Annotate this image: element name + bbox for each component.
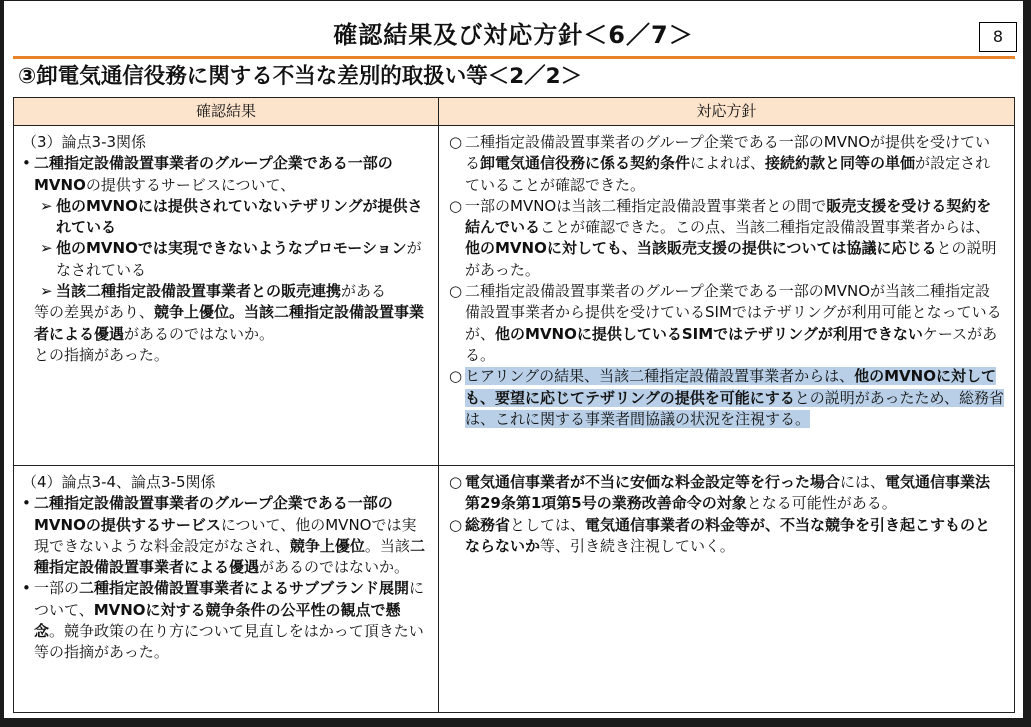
policy-item-6: ○ 総務省としては、電気通信事業者の料金等が、不当な競争を引き起こすものとならないか等、引き続き注視していく。: [449, 515, 991, 555]
column-header-results: 確認結果: [13, 97, 439, 126]
circle-bullet-icon: ○: [449, 473, 463, 491]
section-subtitle: ③卸電気通信役務に関する不当な差別的取扱い等＜2／2＞: [18, 64, 583, 89]
row1-summary: 等の差異があり、競争上優位。当該二種指定設備設置事業者による優遇があるのではないか。: [34, 303, 425, 343]
row2-conclusion: 等の指摘があった。: [34, 643, 169, 662]
arrow-bullet-icon: ➢: [40, 196, 53, 215]
row2-heading: （4）論点3-4、論点3-5関係: [22, 473, 216, 491]
policy-item-5: ○ 電気通信事業者が不当に安価な料金設定等を行った場合には、電気通信事業法第29条第1項第5号の業務改善命令の対象となる可能性がある。: [449, 473, 991, 513]
policy-item-4-highlighted: ○ ヒアリングの結果、当該二種指定設備設置事業者からは、他のMVNOに対しても、要望に応じてテザリングの提供を可能にするとの説明があったため、総務省は、これに関する事業者間協議の状況を注視する。: [449, 367, 1004, 428]
circle-bullet-icon: ○: [449, 282, 463, 301]
row2-results-cell: [13, 465, 439, 713]
circle-bullet-icon: ○: [449, 515, 463, 534]
policy-item-1: ○ 二種指定設備設置事業者のグループ企業である一部のMVNOが提供を受けている卸電気通信役務に係る契約条件によれば、接続約款と同等の単価が設定されていることが確認できた。: [449, 133, 991, 194]
circle-bullet-icon: ○: [449, 133, 463, 151]
page-number: 8: [979, 22, 1017, 52]
slide-title: 確認結果及び対応方針＜6／7＞: [333, 21, 694, 49]
row1-heading: （3）論点3-3関係: [22, 133, 147, 151]
policy-item-2: ○ 一部のMVNOは当該二種指定設備設置事業者との間で販売支援を受ける契約を結んでいることが確認できた。この点、当該二種指定設備設置事業者からは、他のMVNOに対しても、当該販売支援の提供については協議に応じるとの説明があった。: [449, 196, 997, 279]
row1-conclusion: との指摘があった。: [34, 345, 169, 364]
row1-subitem-2: ➢ 他のMVNOでは実現できないようなプロモーションがなされている: [40, 239, 422, 279]
slide: [4, 1, 1023, 718]
bullet-marker: •: [22, 579, 31, 598]
row2-bullet-2: • 一部の二種指定設備設置事業者によるサブブランド展開について、MVNOに対する競争条件の公平性の観点で懸念。競争政策の在り方について見直しをはかって頂きたい: [22, 579, 425, 641]
arrow-bullet-icon: ➢: [40, 239, 53, 258]
row2-policy-cell: [438, 465, 1015, 713]
row1-policy-cell: [438, 125, 1015, 466]
row1-subitem-3: ➢ 当該二種指定設備設置事業者との販売連携がある: [22, 281, 430, 302]
policy-item-3: ○ 二種指定設備設置事業者のグループ企業である一部のMVNOが当該二種指定設備設置事業者から提供を受けているSIMではテザリングが利用可能となっているが、他のMVNOに提供しているSIMではテザリングが利用できないケースがある。: [449, 282, 1002, 364]
column-header-policy: 対応方針: [438, 97, 1015, 126]
bullet-marker: •: [22, 154, 31, 173]
row1-bullet-1: • 二種指定設備設置事業者のグループ企業である一部のMVNOの提供するサービスについて、: [22, 154, 393, 194]
circle-bullet-icon: ○: [449, 367, 463, 386]
bullet-marker: •: [22, 494, 31, 513]
circle-bullet-icon: ○: [449, 196, 463, 215]
arrow-bullet-icon: ➢: [40, 282, 53, 301]
row1-results-cell: [13, 125, 439, 466]
row2-bullet-1: • 二種指定設備設置事業者のグループ企業である一部のMVNOの提供するサービスについて、他のMVNOでは実現できないような料金設定がなされ、競争上優位。当該二種指定設備設置事業者による優遇があるのではないか。: [22, 494, 425, 577]
row1-subitem-1: ➢ 他のMVNOには提供されていないテザリングが提供されている: [40, 196, 423, 237]
